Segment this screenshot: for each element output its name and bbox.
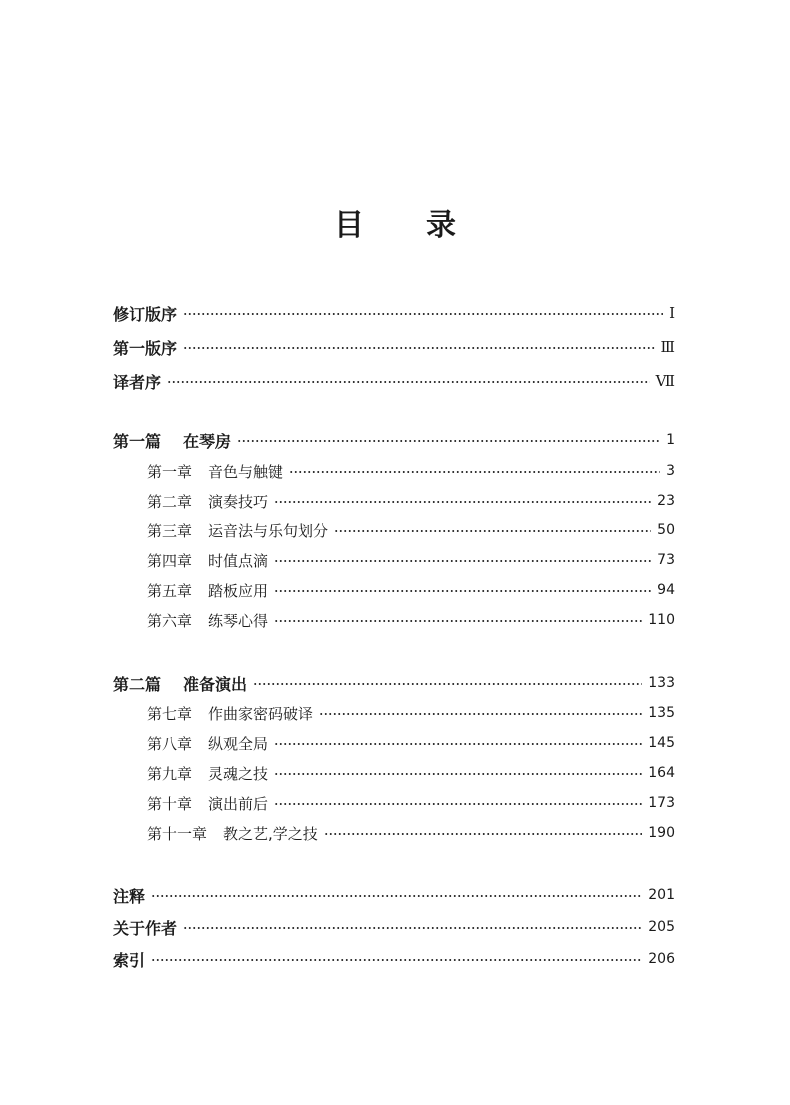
chapter-number: 第四章 <box>147 551 193 570</box>
chapter-number: 第五章 <box>147 581 193 600</box>
toc-entry-translator-preface[interactable] <box>113 368 675 394</box>
dot-leader <box>183 927 642 929</box>
dot-leader <box>183 347 655 349</box>
title-char-2: 录 <box>426 208 456 243</box>
part-number: 第二篇 <box>113 674 162 694</box>
part-number: 第一篇 <box>113 431 162 451</box>
entry-label: 索引 <box>113 950 146 970</box>
chapter-number: 第九章 <box>147 764 193 783</box>
entry-page: 110 <box>648 612 675 628</box>
entry-page: 164 <box>648 765 675 781</box>
chapter-title: 运音法与乐句划分 <box>208 521 329 540</box>
toc-entry-first-edition-preface[interactable] <box>113 334 675 360</box>
entry-page: 94 <box>657 582 675 598</box>
entry-page: 145 <box>648 735 675 751</box>
entry-page: 206 <box>648 951 675 967</box>
chapter-number: 第十一章 <box>147 824 208 843</box>
chapter-number: 第七章 <box>147 704 193 723</box>
entry-page: 50 <box>657 522 675 538</box>
chapter-title: 音色与触键 <box>208 462 284 481</box>
dot-leader <box>274 743 642 745</box>
toc-entry-about-author[interactable] <box>113 914 675 940</box>
toc-chapter-8[interactable] <box>147 730 675 756</box>
entry-page: 205 <box>648 919 675 935</box>
entry-page: 135 <box>648 705 675 721</box>
toc-chapter-10[interactable] <box>147 790 675 816</box>
chapter-title: 作曲家密码破译 <box>208 704 314 723</box>
toc-chapter-6[interactable] <box>147 607 675 633</box>
entry-page: 23 <box>657 493 675 509</box>
toc-chapter-1[interactable] <box>147 458 675 484</box>
entry-label: 修订版序 <box>113 304 178 324</box>
entry-page: 73 <box>657 552 675 568</box>
toc-part-1[interactable] <box>113 427 675 453</box>
part-title: 准备演出 <box>183 674 248 694</box>
part-label <box>113 429 231 452</box>
chapter-title: 时值点滴 <box>208 551 269 570</box>
toc-chapter-3[interactable] <box>147 517 675 543</box>
chapter-title: 练琴心得 <box>208 611 269 630</box>
entry-label: 关于作者 <box>113 918 178 938</box>
title-char-1: 目 <box>334 208 364 243</box>
chapter-number: 第八章 <box>147 734 193 753</box>
chapter-number: 第一章 <box>147 462 193 481</box>
dot-leader <box>274 773 642 775</box>
part-title: 在琴房 <box>183 431 232 451</box>
chapter-title: 演出前后 <box>208 794 269 813</box>
dot-leader <box>274 803 642 805</box>
dot-leader <box>274 560 651 562</box>
dot-leader <box>274 620 642 622</box>
dot-leader <box>151 959 642 961</box>
page-title <box>0 200 790 244</box>
dot-leader <box>319 713 642 715</box>
chapter-number: 第三章 <box>147 521 193 540</box>
entry-page: Ⅰ <box>669 304 675 322</box>
toc-chapter-4[interactable] <box>147 547 675 573</box>
chapter-title: 演奏技巧 <box>208 492 269 511</box>
dot-leader <box>289 471 660 473</box>
dot-leader <box>151 895 642 897</box>
part-label <box>113 672 247 695</box>
dot-leader <box>334 530 651 532</box>
chapter-number: 第十章 <box>147 794 193 813</box>
entry-page: 201 <box>648 887 675 903</box>
toc-chapter-2[interactable] <box>147 488 675 514</box>
entry-label: 译者序 <box>113 372 162 392</box>
toc-entry-revised-preface[interactable] <box>113 300 675 326</box>
entry-page: 133 <box>648 675 675 691</box>
chapter-number: 第六章 <box>147 611 193 630</box>
entry-page: Ⅲ <box>660 338 675 356</box>
dot-leader <box>324 833 642 835</box>
entry-page: 173 <box>648 795 675 811</box>
entry-page: Ⅶ <box>655 372 675 390</box>
toc-chapter-9[interactable] <box>147 760 675 786</box>
dot-leader <box>237 440 660 442</box>
dot-leader <box>167 381 650 383</box>
dot-leader <box>274 590 651 592</box>
entry-page: 3 <box>666 463 675 479</box>
dot-leader <box>274 501 651 503</box>
toc-chapter-7[interactable] <box>147 700 675 726</box>
entry-label: 第一版序 <box>113 338 178 358</box>
dot-leader <box>183 313 663 315</box>
chapter-title: 灵魂之技 <box>208 764 269 783</box>
entry-page: 1 <box>666 432 675 448</box>
entry-label: 注释 <box>113 886 146 906</box>
toc-entry-index[interactable] <box>113 946 675 972</box>
chapter-number: 第二章 <box>147 492 193 511</box>
chapter-title: 教之艺,学之技 <box>223 824 318 843</box>
chapter-title: 踏板应用 <box>208 581 269 600</box>
toc-chapter-5[interactable] <box>147 577 675 603</box>
chapter-title: 纵观全局 <box>208 734 269 753</box>
entry-page: 190 <box>648 825 675 841</box>
toc-entry-notes[interactable] <box>113 882 675 908</box>
toc-part-2[interactable] <box>113 670 675 696</box>
toc-chapter-11[interactable] <box>147 820 675 846</box>
dot-leader <box>253 683 642 685</box>
